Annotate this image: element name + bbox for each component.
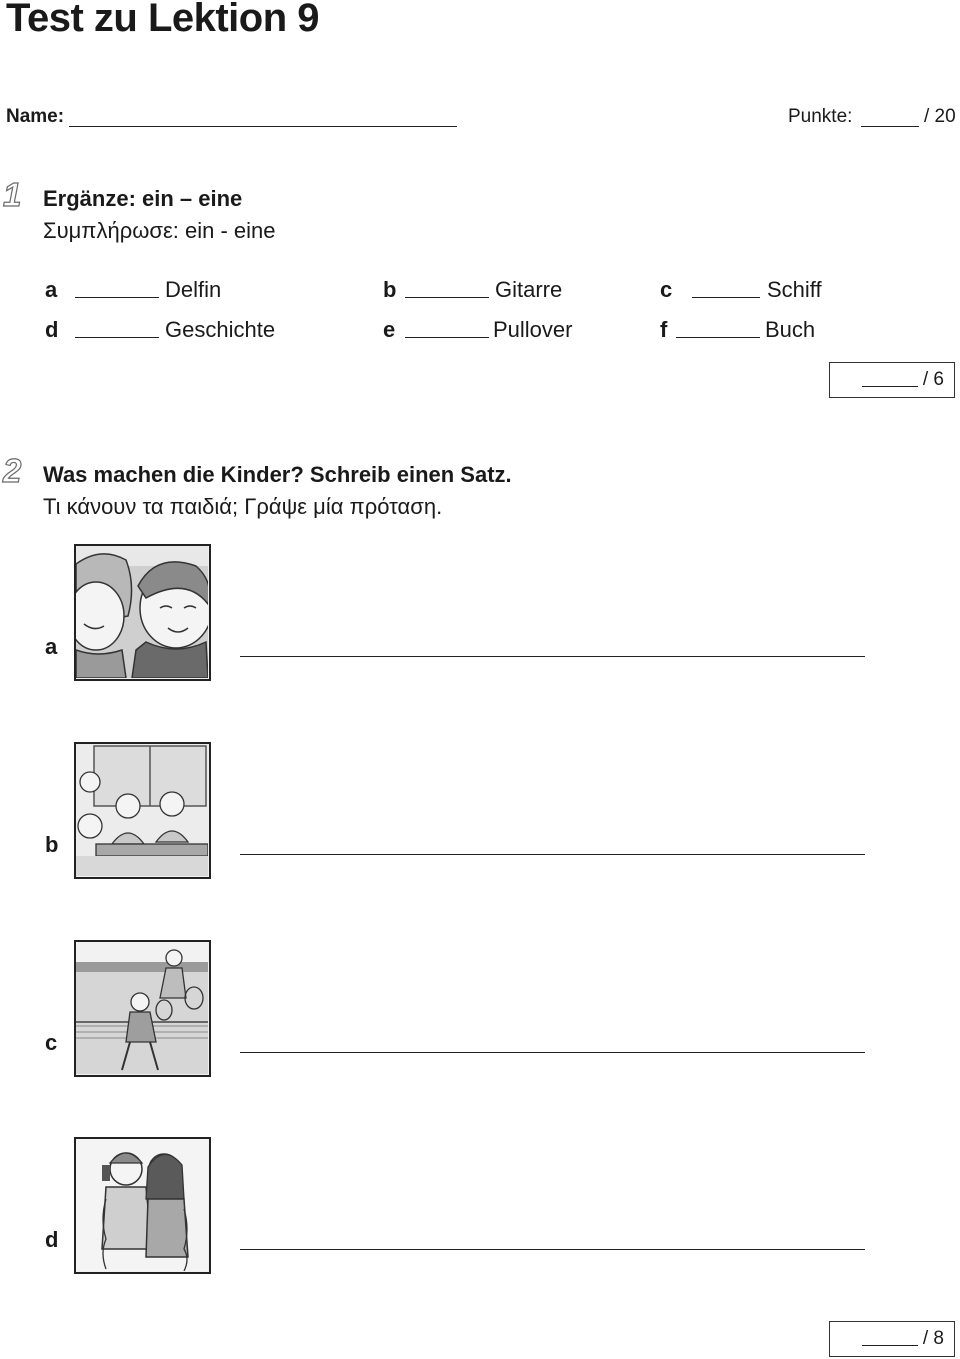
exercise-2-number: 2 (3, 452, 22, 489)
points-field[interactable] (861, 126, 919, 127)
item-word: Buch (765, 317, 816, 342)
score-field[interactable] (862, 386, 918, 387)
classroom-kids-illustration (74, 742, 211, 879)
exercise-2-item-b (0, 742, 900, 882)
item-letter: d (45, 1227, 59, 1252)
page-title: Test zu Lektion 9 (6, 0, 320, 40)
item-letter: c (45, 1030, 58, 1055)
article-blank[interactable] (692, 297, 760, 298)
exercise-1-score-box (829, 362, 955, 398)
item-letter: d (45, 317, 59, 342)
exercise-2-item-c (0, 940, 900, 1080)
item-letter: f (660, 317, 668, 342)
item-letter: b (383, 277, 397, 302)
item-letter: c (660, 277, 673, 302)
exercise-2-item-d (0, 1137, 900, 1277)
article-blank[interactable] (75, 337, 159, 338)
points-label: Punkte: (788, 106, 853, 127)
item-word: Schiff (767, 277, 822, 302)
article-blank[interactable] (405, 297, 489, 298)
kids-on-phone-illustration (74, 1137, 211, 1274)
exercise-2-title: Was machen die Kinder? Schreib einen Satz. (43, 462, 512, 487)
name-label: Name: (6, 106, 65, 127)
answer-line[interactable] (240, 656, 865, 657)
score-field[interactable] (862, 1345, 918, 1346)
exercise-1-subtitle: Συμπλήρωσε: ein - eine (43, 218, 276, 243)
exercise-2-item-a (0, 544, 900, 684)
article-blank[interactable] (405, 337, 489, 338)
item-letter: b (45, 832, 59, 857)
header-row (6, 106, 956, 136)
item-letter: e (383, 317, 396, 342)
article-blank[interactable] (676, 337, 760, 338)
answer-line[interactable] (240, 854, 865, 855)
exercise-1-number: 1 (3, 176, 22, 213)
exercise-2-subtitle: Τι κάνουν τα παιδιά; Γράψε μία πρόταση. (43, 494, 443, 519)
item-word: Pullover (493, 317, 573, 342)
item-word: Gitarre (495, 277, 563, 302)
item-letter: a (45, 277, 58, 302)
name-field[interactable] (69, 126, 457, 127)
article-blank[interactable] (75, 297, 159, 298)
score-total: / 6 (922, 369, 944, 390)
exercise-2-score-box (829, 1321, 955, 1357)
exercise-1-title: Ergänze: ein – eine (43, 186, 243, 211)
score-total: / 8 (922, 1328, 944, 1349)
points-total: / 20 (924, 106, 956, 127)
kids-laughing-illustration (74, 544, 211, 681)
answer-line[interactable] (240, 1052, 865, 1053)
answer-line[interactable] (240, 1249, 865, 1250)
item-word: Geschichte (165, 317, 276, 342)
item-word: Delfin (165, 277, 222, 302)
tennis-kids-illustration (74, 940, 211, 1077)
item-letter: a (45, 634, 58, 659)
